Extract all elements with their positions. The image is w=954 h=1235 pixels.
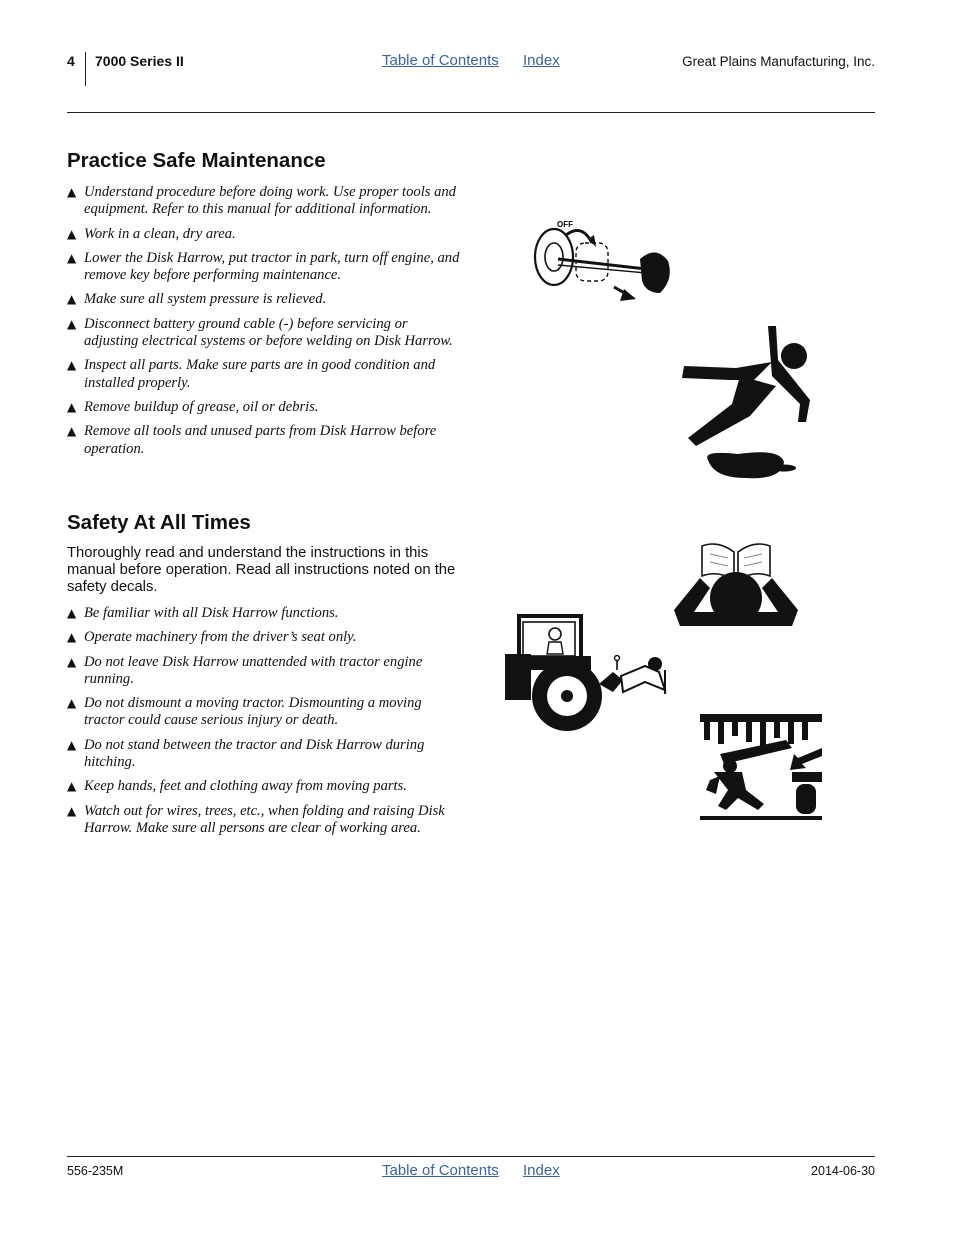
list-item: ▲ Work in a clean, dry area. — [67, 226, 462, 243]
off-label: OFF — [557, 220, 573, 229]
slip-hazard-icon — [680, 320, 815, 485]
tractor-runover-icon — [505, 612, 670, 737]
list-item: ▲ Inspect all parts. Make sure parts are in good condition and installed properly. — [67, 357, 462, 392]
section-heading-safety: Safety At All Times — [67, 511, 251, 534]
footer-index-link[interactable]: Index — [523, 1162, 560, 1179]
list-item: ▲ Lower the Disk Harrow, put tractor in park, turn off engine, and remove key before performing maintenance. — [67, 250, 462, 285]
document-number: 556-235M — [67, 1164, 124, 1178]
publication-date: 2014-06-30 — [811, 1164, 875, 1178]
list-item: ▲ Disconnect battery ground cable (-) before servicing or adjusting electrical systems or before welding on Disk Harrow. — [67, 316, 462, 351]
list-item: ▲ Remove buildup of grease, oil or debris. — [67, 399, 462, 416]
header-toc-link[interactable]: Table of Contents — [382, 52, 499, 69]
manual-title: 7000 Series II — [95, 53, 184, 69]
list-item: ▲ Do not dismount a moving tractor. Dismounting a moving tractor could cause serious injury or death. — [67, 695, 462, 730]
footer-toc-link[interactable]: Table of Contents — [382, 1162, 499, 1179]
read-manual-icon — [670, 540, 805, 630]
header-rule — [67, 112, 875, 113]
list-item: ▲ Do not stand between the tractor and Disk Harrow during hitching. — [67, 737, 462, 772]
crush-hazard-icon — [700, 714, 822, 822]
footer-rule — [67, 1156, 875, 1157]
safety-intro: Thoroughly read and understand the instructions in this manual before operation. Read all instructions noted on the safety decals. — [67, 545, 456, 596]
page-number: 4 — [67, 53, 75, 69]
list-item: ▲ Keep hands, feet and clothing away from moving parts. — [67, 778, 462, 795]
list-item: ▲ Understand procedure before doing work. Use proper tools and equipment. Refer to this manual for additional information. — [67, 184, 462, 219]
safety-list — [67, 605, 462, 844]
maintenance-list — [67, 184, 462, 465]
list-item: ▲ Watch out for wires, trees, etc., when folding and raising Disk Harrow. Make sure all persons are clear of working area. — [67, 803, 462, 838]
list-item: ▲ Remove all tools and unused parts from Disk Harrow before operation. — [67, 423, 462, 458]
section-heading-maintenance: Practice Safe Maintenance — [67, 149, 326, 172]
list-item: ▲ Make sure all system pressure is relieved. — [67, 291, 462, 308]
company-name: Great Plains Manufacturing, Inc. — [682, 54, 875, 69]
list-item: ▲ Be familiar with all Disk Harrow functions. — [67, 605, 462, 622]
list-item: ▲ Operate machinery from the driver’s seat only. — [67, 629, 462, 646]
list-item: ▲ Do not leave Disk Harrow unattended with tractor engine running. — [67, 654, 462, 689]
ignition-key-off-icon — [528, 215, 678, 307]
header-index-link[interactable]: Index — [523, 52, 560, 69]
header-divider — [85, 52, 86, 86]
